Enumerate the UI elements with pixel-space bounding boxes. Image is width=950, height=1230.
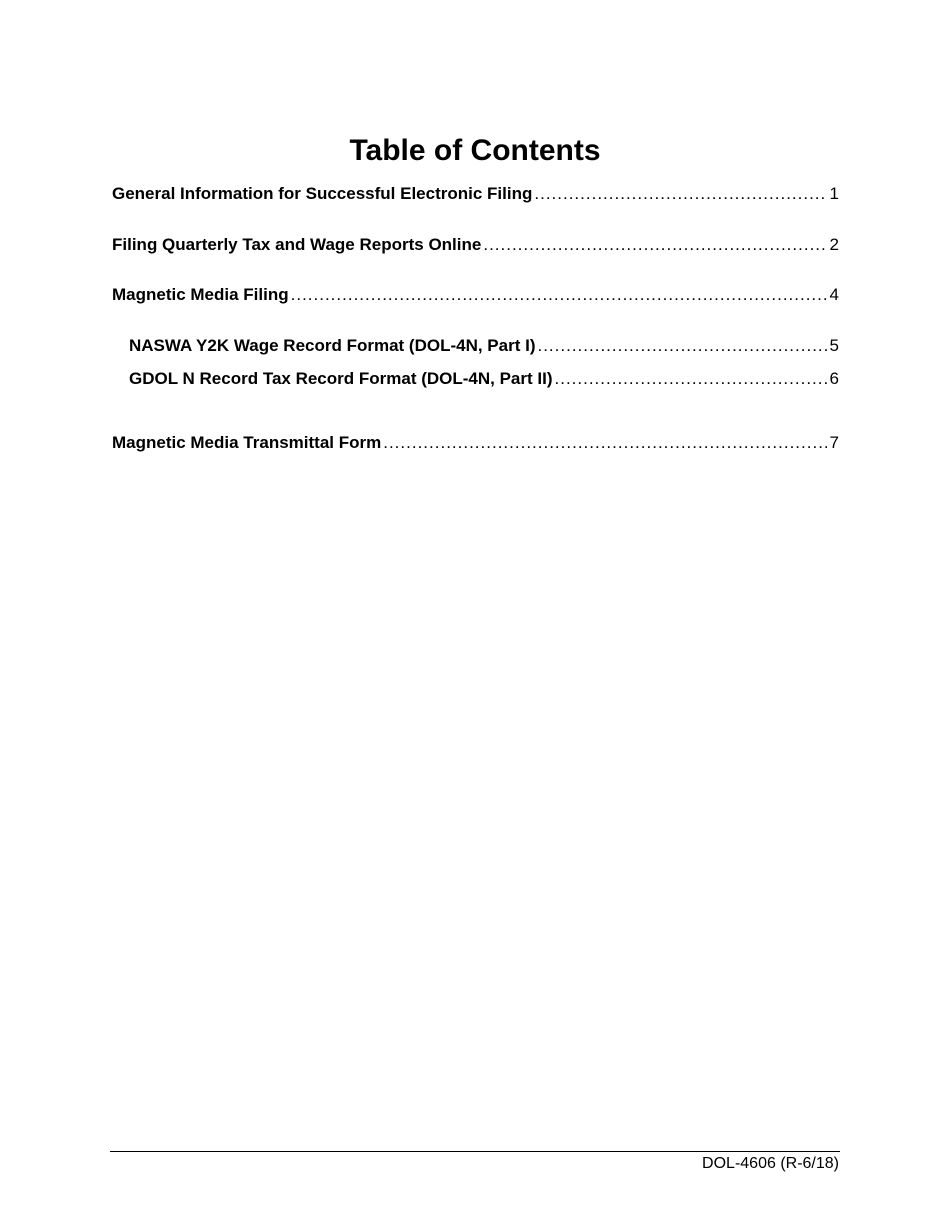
toc-entry-transmittal-form[interactable] (112, 431, 839, 455)
toc-entry-label: Magnetic Media Filing (112, 285, 289, 304)
toc-leader-dots (291, 283, 827, 307)
page-title: Table of Contents (349, 134, 601, 168)
toc-entry-label: General Information for Successful Electronic Filing (112, 184, 533, 203)
toc-entry-naswa-wage-record[interactable] (129, 334, 839, 358)
toc-leader-dots (383, 431, 826, 455)
toc-page-number: 6 (829, 369, 839, 388)
toc-entry-general-information[interactable] (112, 182, 839, 206)
toc-entry-label: NASWA Y2K Wage Record Format (DOL-4N, Part I) (129, 336, 536, 355)
toc-entry-label: Magnetic Media Transmittal Form (112, 433, 382, 452)
toc-page-number: 4 (829, 285, 839, 304)
footer-divider (110, 1151, 840, 1152)
toc-page-number: 7 (829, 433, 839, 452)
toc-page-number: 5 (829, 336, 839, 355)
toc-leader-dots (483, 233, 826, 257)
toc-page-number: 1 (829, 184, 839, 203)
toc-entry-label: GDOL N Record Tax Record Format (DOL-4N, Part II) (129, 369, 553, 388)
footer-form-code: DOL-4606 (R-6/18) (702, 1155, 839, 1172)
toc-leader-dots (555, 367, 827, 391)
toc-entry-magnetic-media-filing[interactable] (112, 283, 839, 307)
toc-entry-gdol-tax-record[interactable] (129, 367, 839, 391)
toc-entry-label: Filing Quarterly Tax and Wage Reports Online (112, 235, 482, 254)
toc-entry-filing-online[interactable] (112, 233, 839, 257)
toc-leader-dots (534, 182, 826, 206)
toc-page-number: 2 (829, 235, 839, 254)
toc-leader-dots (537, 334, 826, 358)
